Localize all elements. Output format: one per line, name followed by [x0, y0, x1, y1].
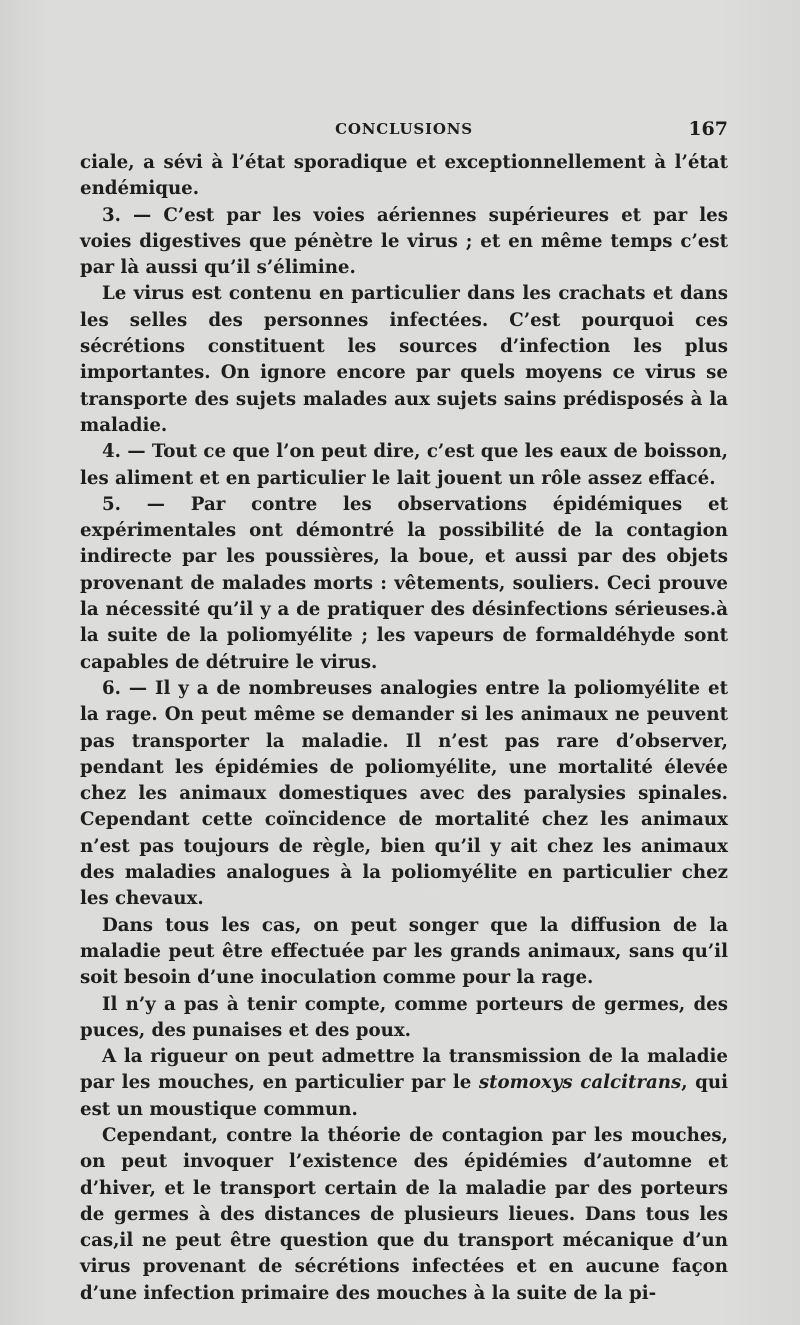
running-title: CONCLUSIONS: [335, 120, 473, 138]
paragraph-point-5: 5. — Par contre les observations épidémiques et expérimentales ont démontré la possibilité de la contagion indirecte par les poussières, la boue, et aussi par des objets provenant de malades morts : vêtements, souliers. Ceci prouve la nécessité qu’il y a de pratiquer des désinfections sérieuses.à la suite de la poliomyélite ; les vapeurs de formaldéhyde sont capables de détruire le virus.: [80, 493, 728, 673]
page-header: [80, 118, 728, 142]
body-text: [80, 150, 728, 1307]
paragraph-flies: [80, 1044, 728, 1123]
species-name: stomoxys calcitrans: [478, 1072, 682, 1094]
paragraph-virus-contained: Le virus est contenu en particulier dans les crachats et dans les selles des personnes infectées. C’est pourquoi ces sécrétions constituent les sources d’infection les plus importantes. On ignore encore par quels moyens ce virus se transporte des sujets malades aux sujets sains prédisposés à la maladie.: [80, 283, 728, 436]
paragraph-fleas: Il n’y a pas à tenir compte, comme porteurs de germes, des puces, des punaises et des poux.: [80, 993, 728, 1041]
paragraph-large-animals: Dans tous les cas, on peut songer que la diffusion de la maladie peut être effectuée par les grands animaux, sans qu’il soit besoin d’une inoculation comme pour la rage.: [80, 914, 728, 989]
flies-text-after: , qui est un moustique commun.: [80, 1072, 728, 1120]
paragraph-point-4: 4. — Tout ce que l’on peut dire, c’est que les eaux de boisson, les aliment et en particulier le lait jouent un rôle assez effacé.: [80, 441, 728, 489]
flies-text-before: A la rigueur on peut admettre la transmission de la maladie par les mouches, en particulier par le: [80, 1046, 728, 1094]
paragraph-continuation: ciale, a sévi à l’état sporadique et exceptionnellement à l’état endémique.: [80, 152, 728, 200]
page-number: 167: [688, 118, 728, 140]
paragraph-point-6: 6. — Il y a de nombreuses analogies entre la poliomyélite et la rage. On peut même se demander si les animaux ne peuvent pas transporter la maladie. Il n’est pas rare d’observer, pendant les épidémies de poliomyélite, une mortalité élevée chez les animaux domestiques avec des paralysies spinales. Cependant cette coïncidence de mortalité chez les animaux n’est pas toujours de règle, bien qu’il y ait chez les animaux des maladies analogues à la poliomyélite en particulier chez les chevaux.: [80, 677, 728, 910]
paragraph-contagion-theory: Cependant, contre la théorie de contagion par les mouches, on peut invoquer l’existence des épidémies d’automne et d’hiver, et le transport certain de la maladie par des porteurs de germes à des distances de plusieurs lieues. Dans tous les cas,il ne peut être question que du transport mécanique d’un virus provenant de sécrétions infectées et en aucune façon d’une infection primaire des mouches à la suite de la pi-: [80, 1124, 728, 1304]
paragraph-point-3: 3. — C’est par les voies aériennes supérieures et par les voies digestives que pénètre le virus ; et en même temps c’est par là aussi qu’il s’élimine.: [80, 204, 728, 279]
